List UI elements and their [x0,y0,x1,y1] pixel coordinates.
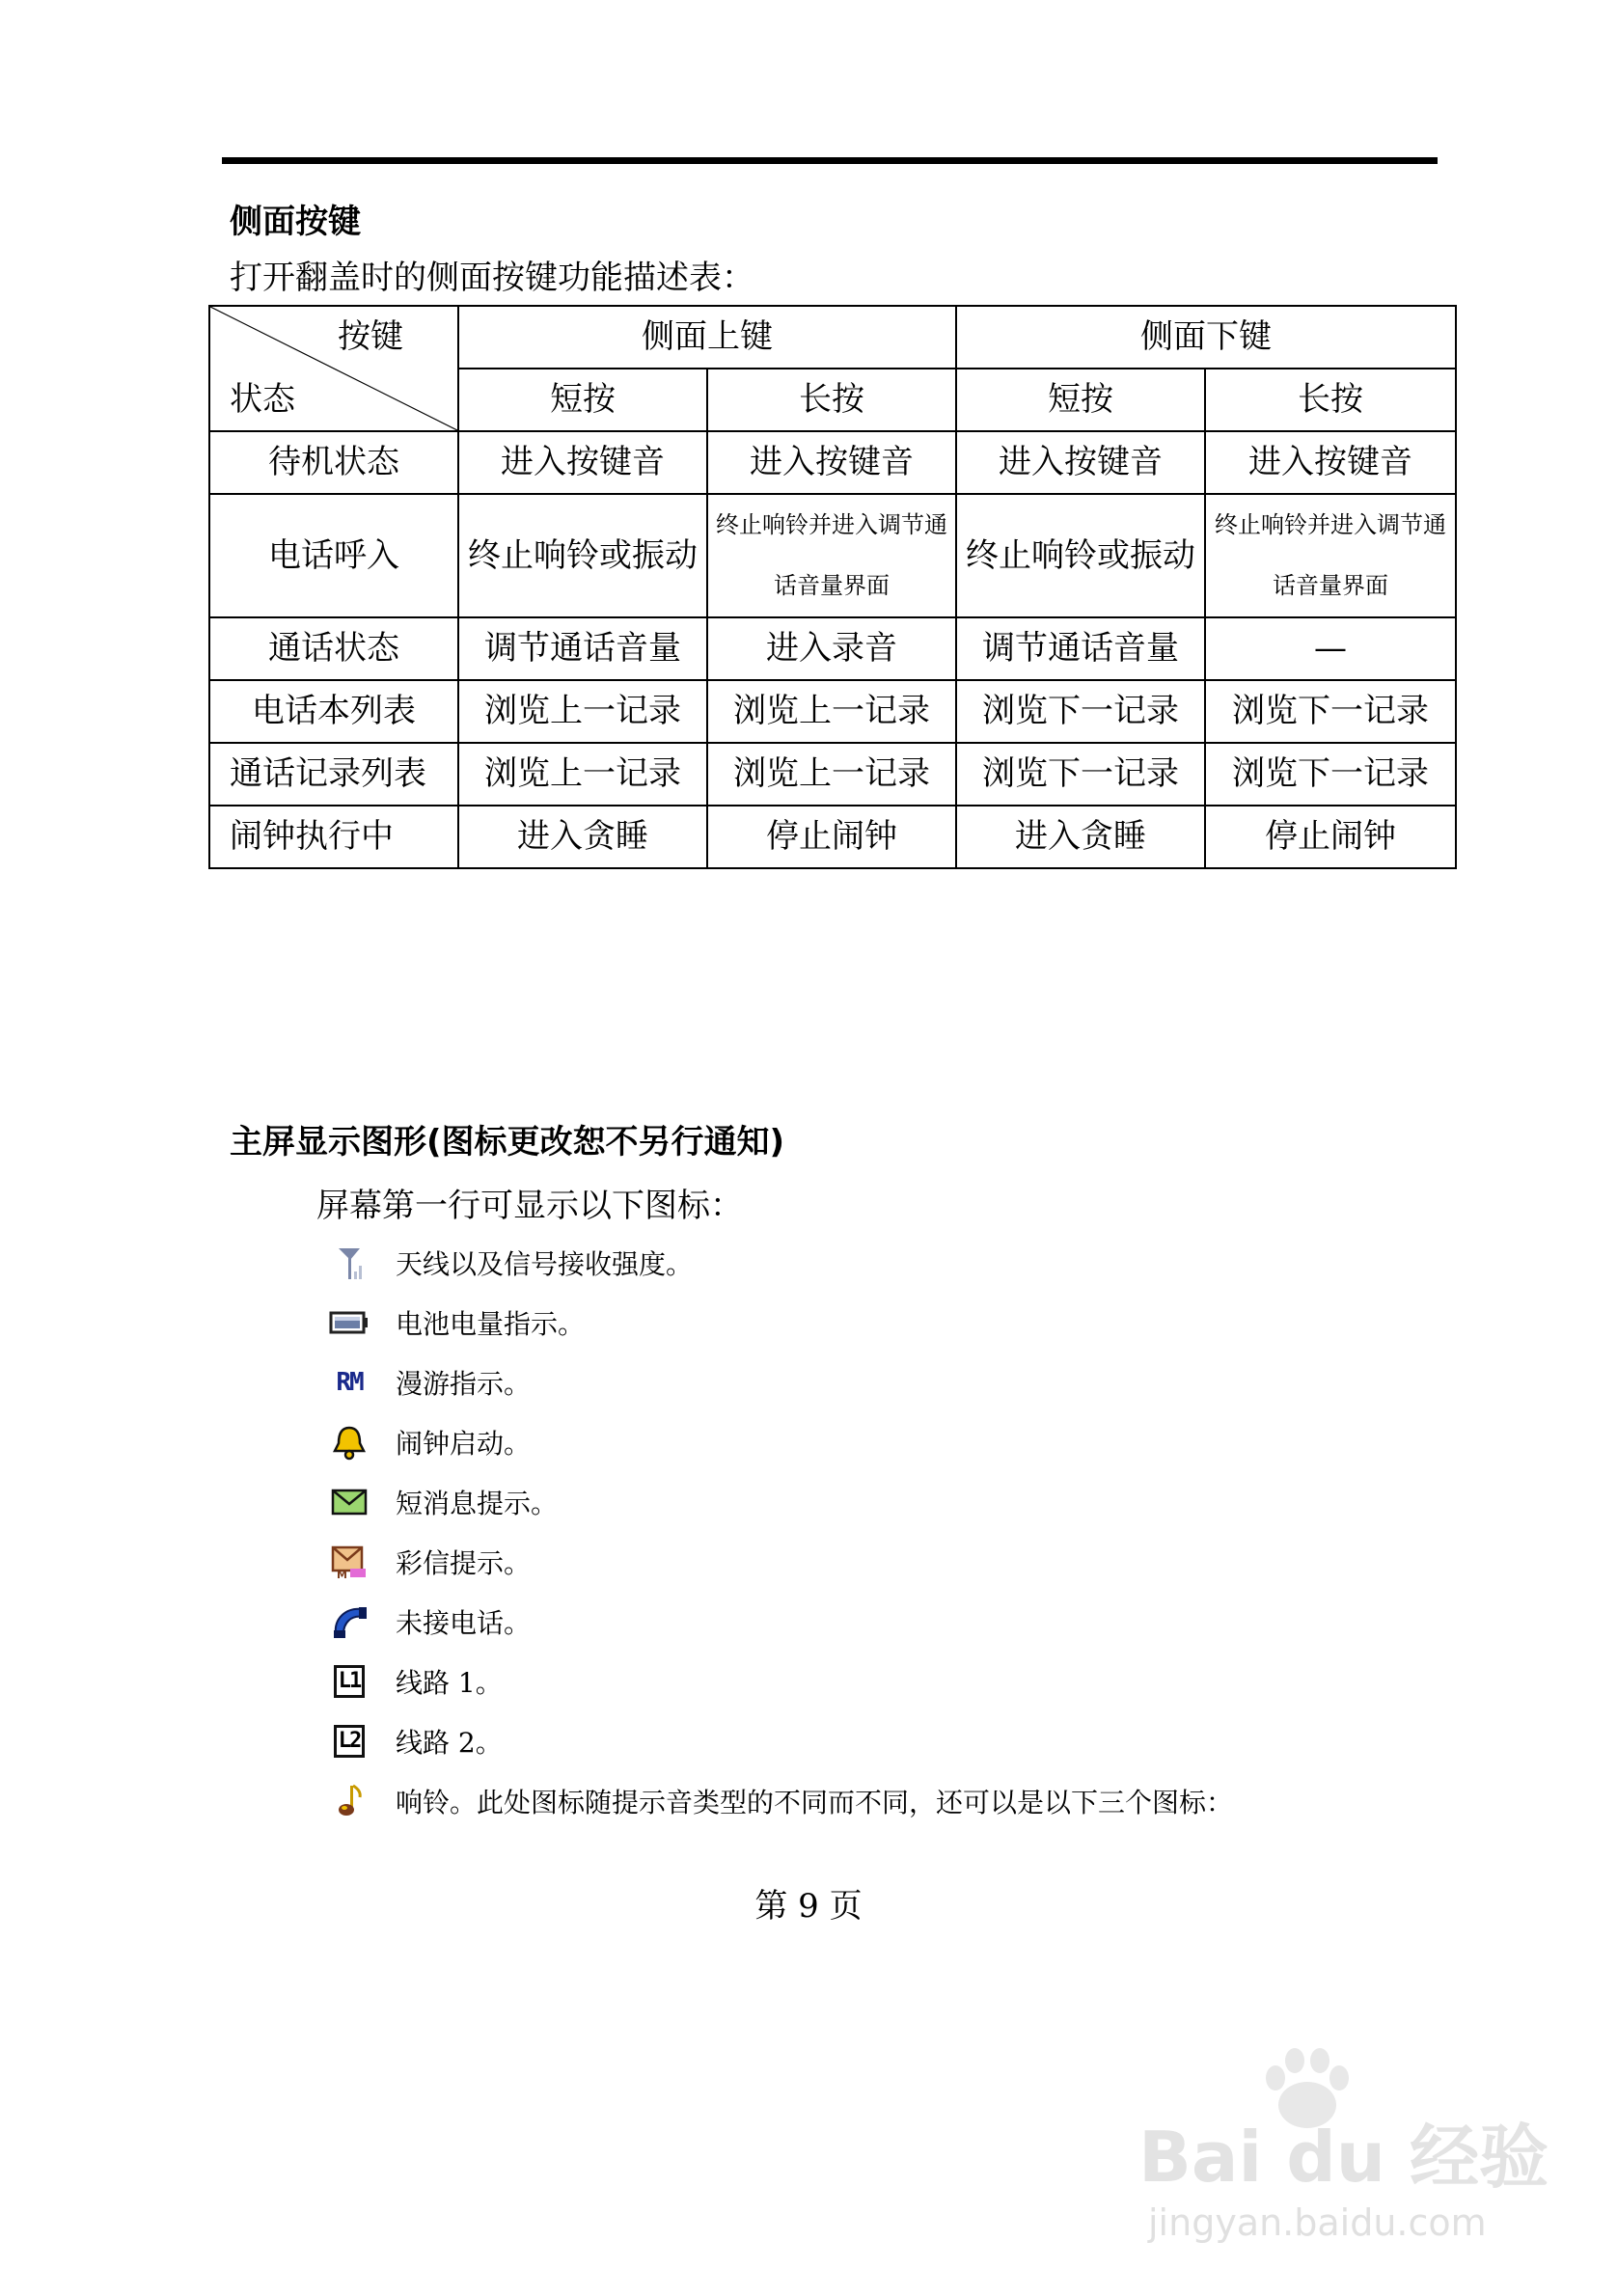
antenna-signal-icon [328,1242,370,1284]
table-cell: 调节通话音量 [458,617,707,680]
icons-intro: 屏幕第一行可显示以下图标： [316,1187,743,1225]
svg-text:M: M [337,1569,347,1580]
sms-envelope-icon [328,1481,370,1523]
section-title-side-keys: 侧面按键 [230,203,361,241]
table-corner-cell [209,306,458,431]
subheader-cell: 短按 [956,369,1205,431]
section-title-main-screen: 主屏显示图形(图标更改恕不另行通知) [230,1123,785,1162]
table-row [209,617,1456,680]
roaming-glyph: RM [336,1368,363,1397]
missed-call-icon [328,1600,370,1643]
table-cell: 浏览上一记录 [458,743,707,806]
state-cell: 电话本列表 [209,680,458,743]
icon-label: 未接电话。 [396,1607,532,1639]
table-cell: 终止响铃或振动 [458,494,707,617]
ringtone-note-icon [328,1780,370,1822]
state-cell: 电话呼入 [209,494,458,617]
list-item [328,1711,1233,1771]
table-cell: 进入贪睡 [956,806,1205,868]
list-item [328,1472,1233,1532]
header-rule [222,157,1438,164]
icon-label: 电池电量指示。 [396,1308,586,1340]
table-row [209,680,1456,743]
group-header: 侧面上键 [458,306,956,369]
list-item [328,1652,1233,1711]
table-cell: 浏览下一记录 [1205,680,1456,743]
table-cell: 进入按键音 [458,431,707,494]
state-cell: 待机状态 [209,431,458,494]
icon-label: 线路 1。 [396,1667,503,1699]
group-header: 侧面下键 [956,306,1456,369]
table-cell: 进入录音 [707,617,956,680]
table-cell: 停止闹钟 [707,806,956,868]
list-item [328,1233,1233,1293]
line2-icon [328,1720,370,1763]
icon-label: 响铃。此处图标随提示音类型的不同而不同，还可以是以下三个图标： [396,1787,1234,1818]
mms-envelope-icon [328,1541,370,1583]
table-row [209,743,1456,806]
icon-label: 漫游指示。 [396,1368,532,1400]
list-item [328,1771,1233,1831]
table-cell: 浏览下一记录 [956,680,1205,743]
subheader-cell: 长按 [1205,369,1456,431]
table-cell: 浏览上一记录 [707,743,956,806]
list-item [328,1532,1233,1592]
state-cell: 通话记录列表 [209,743,458,806]
table-cell: 进入贪睡 [458,806,707,868]
corner-label-state: 状态 [230,380,295,419]
side-key-table [208,305,1457,869]
icon-label: 天线以及信号接收强度。 [396,1248,694,1280]
table-cell: 浏览下一记录 [1205,743,1456,806]
icon-label: 彩信提示。 [396,1547,532,1579]
table-cell: 调节通话音量 [956,617,1205,680]
battery-icon [328,1301,370,1344]
table-cell: 浏览下一记录 [956,743,1205,806]
table-cell: 浏览上一记录 [458,680,707,743]
icon-label: 闹钟启动。 [396,1428,532,1460]
line1-glyph: L1 [334,1665,366,1698]
alarm-bell-icon [328,1421,370,1463]
table-caption: 打开翻盖时的侧面按键功能描述表： [230,259,754,297]
table-cell: 进入按键音 [956,431,1205,494]
list-item [328,1412,1233,1472]
line2-glyph: L2 [334,1725,366,1758]
state-cell: 通话状态 [209,617,458,680]
line1-icon [328,1660,370,1703]
corner-label-keys: 按键 [338,317,403,356]
state-cell: 闹钟执行中 [209,806,458,868]
list-item [328,1353,1233,1412]
table-cell: 终止响铃并进入调节通话音量界面 [707,494,956,617]
table-row [209,431,1456,494]
table-cell: 浏览上一记录 [707,680,956,743]
icon-label: 线路 2。 [396,1727,503,1759]
roaming-icon [328,1361,370,1404]
table-row [209,806,1456,868]
subheader-cell: 短按 [458,369,707,431]
list-item [328,1592,1233,1652]
page-number: 第 9 页 [754,1887,863,1926]
list-item [328,1293,1233,1353]
icon-label: 短消息提示。 [396,1488,559,1519]
table-cell: 进入按键音 [707,431,956,494]
table-cell: 终止响铃或振动 [956,494,1205,617]
table-cell: 停止闹钟 [1205,806,1456,868]
table-row [209,494,1456,617]
watermark-url: jingyan.baidu.com [1148,2201,1487,2244]
table-cell: — [1205,617,1456,680]
icon-list [328,1233,1233,1831]
table-cell: 进入按键音 [1205,431,1456,494]
subheader-cell: 长按 [707,369,956,431]
table-cell: 终止响铃并进入调节通话音量界面 [1205,494,1456,617]
table-header-row [209,306,1456,369]
watermark-brand: Bai du 经验 [1138,2117,1549,2198]
